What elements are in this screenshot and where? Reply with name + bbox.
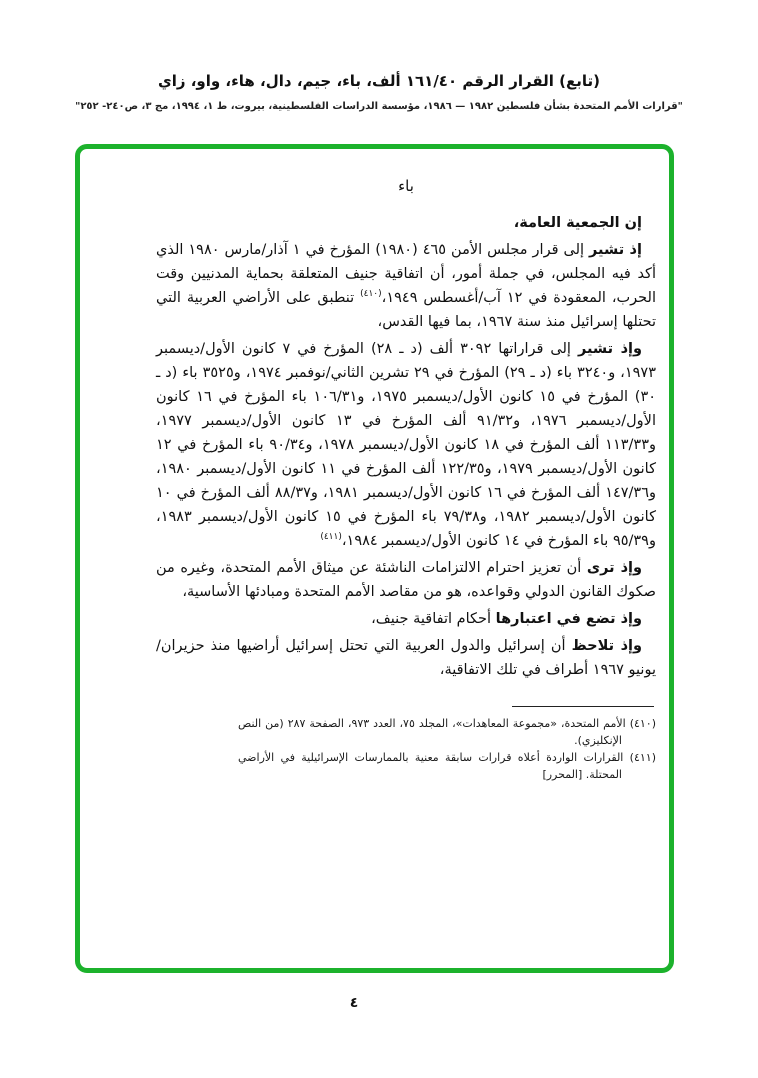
body-text: تنطبق على الأراضي العربية التي تحتلها إسرائيل منذ سنة ١٩٦٧، بما فيها القدس، bbox=[156, 290, 656, 330]
page-number: ٤ bbox=[349, 995, 359, 1011]
footnote-marker: (٤١٠) bbox=[629, 717, 657, 730]
paragraph bbox=[156, 634, 656, 682]
footnote-ref: (٤١٠) bbox=[360, 289, 382, 300]
paragraph bbox=[156, 556, 656, 604]
lead-in-text: وإذ تلاحظ bbox=[571, 638, 643, 654]
footnotes-block bbox=[156, 715, 656, 783]
footnote bbox=[238, 715, 656, 749]
lead-in-text: وإذ تضع في اعتبارها bbox=[495, 611, 642, 627]
footnote-text: القرارات الواردة أعلاه قرارات سابقة معنية بالممارسات الإسرائيلية في الأراضي المحتلة. [المحرر] bbox=[238, 751, 630, 781]
body-text: أحكام اتفاقية جنيف، bbox=[371, 611, 496, 627]
footnote-ref: (٤١١) bbox=[320, 532, 342, 543]
page-subtitle-source-line: "قرارات الأمم المتحدة بشأن فلسطين ١٩٨٢ — ١٩٨٦، مؤسسة الدراسات الفلسطينية، بيروت، ط ١، ١٩٩٤، مج ٣، ص٢٤٠- ٢٥٢" bbox=[75, 101, 683, 112]
body-text: أن إسرائيل والدول العربية التي تحتل إسرائيل أراضيها منذ حزيران/يونيو ١٩٦٧ أطراف في تلك الاتفاقية، bbox=[156, 638, 656, 678]
footnote-marker: (٤١١) bbox=[629, 751, 656, 764]
salutation: إن الجمعية العامة، bbox=[513, 215, 642, 231]
footnote-text: الأمم المتحدة، «مجموعة المعاهدات»، المجلد ٧٥، العدد ٩٧٣، الصفحة ٢٨٧ (من النص الإنكليزي). bbox=[238, 717, 630, 747]
footnote-separator bbox=[512, 706, 654, 707]
document-body bbox=[156, 238, 656, 682]
section-label: باء bbox=[398, 177, 414, 195]
paragraph bbox=[156, 337, 656, 553]
lead-in-text: إذ تشير bbox=[589, 242, 642, 258]
paragraph bbox=[156, 607, 656, 631]
page-title: (تابع) القرار الرقم ١٦١/٤٠ ألف، باء، جيم، دال، هاء، واو، زاي bbox=[157, 72, 601, 90]
body-text: أن تعزيز احترام الالتزامات الناشئة عن ميثاق الأمم المتحدة، وغيره من صكوك القانون الدولي وقواعده، هو من مقاصد الأمم المتحدة ومبادئها الأساسية، bbox=[156, 560, 656, 600]
footnote bbox=[238, 749, 656, 783]
document-green-frame bbox=[75, 144, 674, 973]
paragraph bbox=[156, 238, 656, 334]
lead-in-text: وإذ تشير bbox=[577, 341, 643, 357]
body-text: إلى قرار مجلس الأمن ٤٦٥ (١٩٨٠) المؤرخ في ١ آذار/مارس ١٩٨٠ الذي أكد فيه المجلس، في جملة أمور، أن اتفاقية جنيف المتعلقة بحماية المدنيين وقت الحرب، المعقودة في ١٢ آب/أغسطس ١٩٤٩، bbox=[156, 242, 656, 306]
body-text: إلى قراراتها ٣٠٩٢ ألف (د ـ ٢٨) المؤرخ في ٧ كانون الأول/ديسمبر ١٩٧٣، و٣٢٤٠ باء (د ـ ٢٩) المؤرخ في ٢٩ تشرين الثاني/نوفمبر ١٩٧٤، و٣٥٢٥ باء (د ـ ٣٠) المؤرخ في ١٥ كانون الأول/ديسمبر ١٩٧٥، و١٠٦/٣١ باء المؤرخ في ١٦ كانون الأول/ديسمبر ١٩٧٦، و٩١/٣٢ ألف المؤرخ في ١٣ كانون الأول/ديسمبر ١٩٧٧، و١١٣/٣٣ ألف المؤرخ في ١٨ كانون الأول/ديسمبر ١٩٧٨، و٩٠/٣٤ باء المؤرخ في ١٢ كانون الأول/ديسمبر ١٩٧٩، و١٢٢/٣٥ ألف المؤرخ في ١١ كانون الأول/ديسمبر ١٩٨٠، و١٤٧/٣٦ ألف المؤرخ في ١٦ كانون الأول/ديسمبر ١٩٨١، و٨٨/٣٧ ألف المؤرخ في ١٠ كانون الأول/ديسمبر ١٩٨٢، و٧٩/٣٨ باء المؤرخ في ١٥ كانون الأول/ديسمبر ١٩٨٣، و٩٥/٣٩ باء المؤرخ في ١٤ كانون الأول/ديسمبر ١٩٨٤، bbox=[156, 341, 657, 549]
document-content bbox=[156, 177, 656, 783]
lead-in-text: وإذ ترى bbox=[586, 560, 642, 576]
